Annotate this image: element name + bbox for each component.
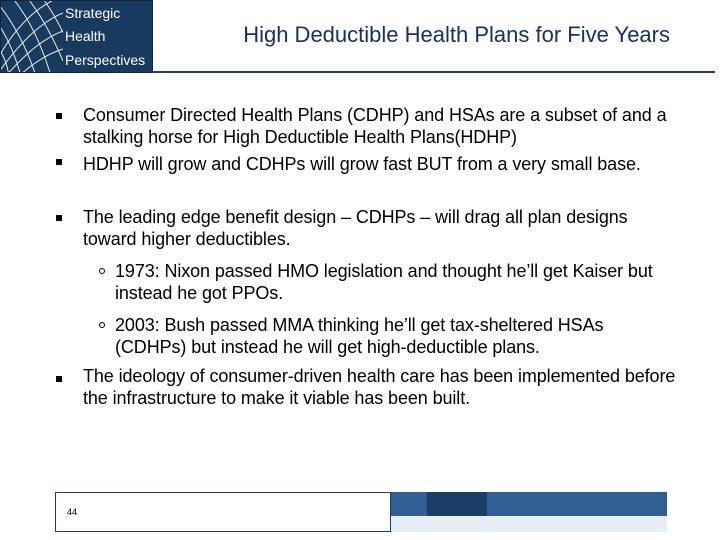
footer-box	[55, 492, 391, 532]
bullet-text-ideology: The ideology of consumer-driven health care has been implemented before the infrastructure to make it viable has been built.	[83, 366, 676, 408]
footer-bar-dark	[427, 492, 487, 516]
globe-icon	[1, 1, 63, 72]
footer-bar-light	[391, 516, 667, 532]
bullet-marker	[56, 159, 62, 165]
footer-bar-mid	[391, 492, 427, 516]
logo-line-perspectives: Perspectives	[65, 52, 146, 68]
bullet-text-cdhp-subset: Consumer Directed Health Plans (CDHP) and HSAs are a subset of and a stalking horse for High Deductible Health Plans(HDHP)	[83, 105, 667, 147]
footer-bar-mid-right	[487, 492, 667, 516]
sub-bullet-marker	[99, 268, 105, 274]
header-divider	[153, 71, 715, 73]
bullet-text-hdhp-growth: HDHP will grow and CDHPs will grow fast BUT from a very small base.	[83, 154, 641, 174]
sub-bullet-marker	[99, 322, 105, 328]
page-number: 44	[67, 507, 78, 517]
strategic-health-perspectives-logo	[0, 0, 153, 73]
bullet-marker	[56, 215, 62, 221]
bullet-text-leading-edge: The leading edge benefit design – CDHPs – will drag all plan designs toward higher deductibles.	[83, 207, 628, 249]
logo-line-health: Health	[65, 28, 106, 44]
bullet-marker	[56, 376, 62, 382]
logo-line-strategic: Strategic	[65, 5, 121, 21]
sub-bullet-text-bush: 2003: Bush passed MMA thinking he’ll get tax-sheltered HSAs (CDHPs) but instead he will get high-deductible plans.	[115, 315, 604, 357]
bullet-marker	[56, 113, 62, 119]
slide-title: High Deductible Health Plans for Five Years	[243, 22, 670, 47]
sub-bullet-text-nixon: 1973: Nixon passed HMO legislation and thought he’ll get Kaiser but instead he got PPOs.	[115, 261, 653, 303]
